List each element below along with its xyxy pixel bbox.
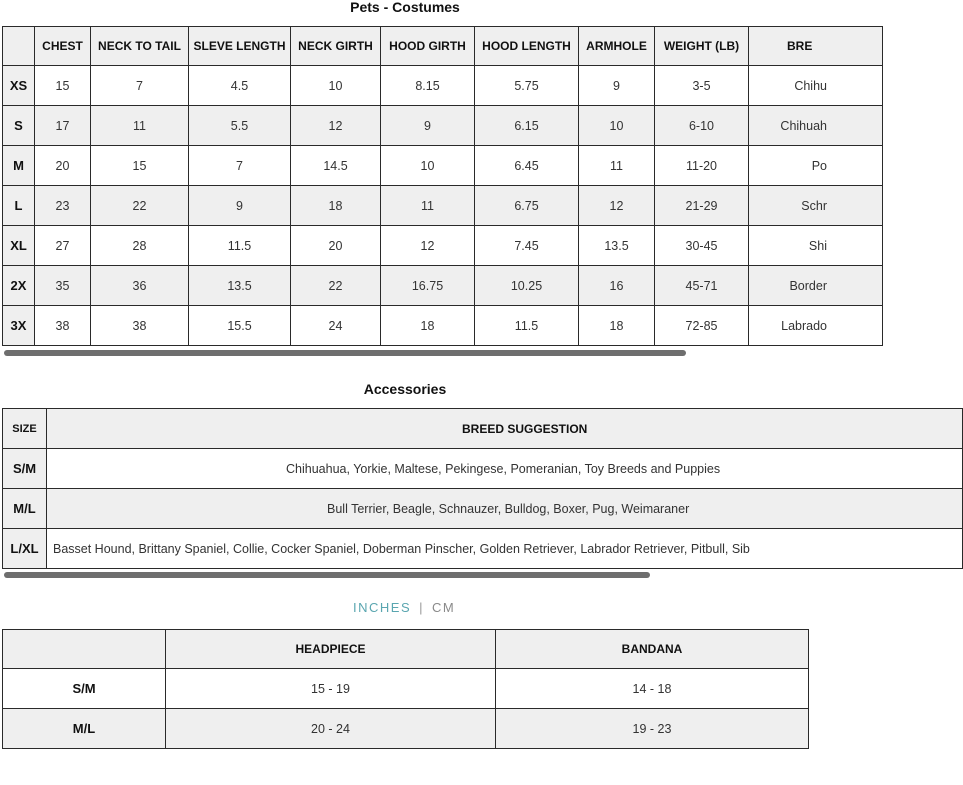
header-breed: BRE — [749, 27, 883, 66]
costumes-horizontal-scrollbar[interactable] — [4, 350, 686, 356]
weight-cell: 30-45 — [655, 226, 749, 266]
size-cell: S — [3, 106, 35, 146]
headpiece-cell: 15 - 19 — [166, 669, 496, 709]
breed-cell: Chihuahua, Yorkie, Maltese, Pekingese, Pomeranian, Toy Breeds and Puppies — [47, 449, 963, 489]
header-armhole: ARMHOLE — [579, 27, 655, 66]
hood-girth-cell: 8.15 — [381, 66, 475, 106]
costumes-header-row — [3, 27, 883, 66]
bandana-cell: 14 - 18 — [496, 669, 809, 709]
sleve-length-cell: 9 — [189, 186, 291, 226]
chest-cell: 17 — [35, 106, 91, 146]
armhole-cell: 13.5 — [579, 226, 655, 266]
header-size: SIZE — [3, 409, 47, 449]
header-size-blank — [3, 630, 166, 669]
size-cell: L/XL — [3, 529, 47, 569]
size-cell: L — [3, 186, 35, 226]
table-row — [3, 449, 963, 489]
header-chest: CHEST — [35, 27, 91, 66]
neck-to-tail-cell: 28 — [91, 226, 189, 266]
neck-girth-cell: 14.5 — [291, 146, 381, 186]
costumes-title: Pets - Costumes — [350, 0, 460, 15]
headwear-header-row — [3, 630, 809, 669]
unit-toggle — [353, 600, 455, 615]
hood-length-cell: 7.45 — [475, 226, 579, 266]
table-row — [3, 66, 883, 106]
accessories-table — [2, 408, 963, 569]
neck-to-tail-cell: 15 — [91, 146, 189, 186]
sleve-length-cell: 5.5 — [189, 106, 291, 146]
neck-to-tail-cell: 36 — [91, 266, 189, 306]
breed-cell: Labrado — [749, 306, 883, 346]
hood-girth-cell: 9 — [381, 106, 475, 146]
table-row — [3, 186, 883, 226]
inches-toggle[interactable]: INCHES — [353, 600, 412, 615]
hood-girth-cell: 10 — [381, 146, 475, 186]
header-headpiece: HEADPIECE — [166, 630, 496, 669]
weight-cell: 11-20 — [655, 146, 749, 186]
neck-to-tail-cell: 7 — [91, 66, 189, 106]
header-hood-girth: HOOD GIRTH — [381, 27, 475, 66]
table-row — [3, 146, 883, 186]
accessories-header-row — [3, 409, 963, 449]
chest-cell: 35 — [35, 266, 91, 306]
unit-separator: | — [419, 600, 425, 615]
table-row — [3, 529, 963, 569]
chest-cell: 38 — [35, 306, 91, 346]
neck-to-tail-cell: 38 — [91, 306, 189, 346]
size-cell: M — [3, 146, 35, 186]
armhole-cell: 18 — [579, 306, 655, 346]
accessories-table-viewport[interactable] — [2, 408, 808, 569]
size-cell: M/L — [3, 709, 166, 749]
armhole-cell: 12 — [579, 186, 655, 226]
costumes-table — [2, 26, 883, 346]
hood-girth-cell: 12 — [381, 226, 475, 266]
hood-length-cell: 11.5 — [475, 306, 579, 346]
headwear-table-viewport — [2, 629, 808, 750]
header-bandana: BANDANA — [496, 630, 809, 669]
size-cell: XL — [3, 226, 35, 266]
table-row — [3, 306, 883, 346]
cm-toggle[interactable]: CM — [432, 600, 456, 615]
neck-girth-cell: 10 — [291, 66, 381, 106]
hood-length-cell: 10.25 — [475, 266, 579, 306]
weight-cell: 3-5 — [655, 66, 749, 106]
neck-girth-cell: 12 — [291, 106, 381, 146]
weight-cell: 6-10 — [655, 106, 749, 146]
neck-girth-cell: 22 — [291, 266, 381, 306]
table-row — [3, 709, 809, 749]
armhole-cell: 10 — [579, 106, 655, 146]
bandana-cell: 19 - 23 — [496, 709, 809, 749]
hood-girth-cell: 18 — [381, 306, 475, 346]
chest-cell: 23 — [35, 186, 91, 226]
hood-length-cell: 5.75 — [475, 66, 579, 106]
breed-cell: Bull Terrier, Beagle, Schnauzer, Bulldog, Boxer, Pug, Weimaraner — [47, 489, 963, 529]
header-cell — [3, 27, 35, 66]
header-breed-suggestion: BREED SUGGESTION — [47, 409, 963, 449]
accessories-horizontal-scrollbar[interactable] — [4, 572, 650, 578]
chest-cell: 27 — [35, 226, 91, 266]
headwear-table — [2, 629, 809, 749]
chest-cell: 15 — [35, 66, 91, 106]
breed-cell: Basset Hound, Brittany Spaniel, Collie, Cocker Spaniel, Doberman Pinscher, Golden Retriever, Labrador Retriever, Pitbull, Sib — [47, 529, 963, 569]
table-row — [3, 226, 883, 266]
sleve-length-cell: 4.5 — [189, 66, 291, 106]
sleve-length-cell: 13.5 — [189, 266, 291, 306]
breed-cell: Shi — [749, 226, 883, 266]
hood-length-cell: 6.15 — [475, 106, 579, 146]
table-row — [3, 266, 883, 306]
hood-girth-cell: 16.75 — [381, 266, 475, 306]
header-sleve-length: SLEVE LENGTH — [189, 27, 291, 66]
breed-cell: Po — [749, 146, 883, 186]
breed-cell: Chihuah — [749, 106, 883, 146]
size-cell: 2X — [3, 266, 35, 306]
hood-length-cell: 6.45 — [475, 146, 579, 186]
neck-girth-cell: 18 — [291, 186, 381, 226]
sleve-length-cell: 7 — [189, 146, 291, 186]
accessories-title: Accessories — [363, 381, 447, 397]
size-cell: M/L — [3, 489, 47, 529]
table-row — [3, 669, 809, 709]
chest-cell: 20 — [35, 146, 91, 186]
neck-to-tail-cell: 11 — [91, 106, 189, 146]
header-hood-length: HOOD LENGTH — [475, 27, 579, 66]
table-row — [3, 489, 963, 529]
size-cell: 3X — [3, 306, 35, 346]
costumes-table-viewport[interactable] — [2, 26, 827, 348]
header-weight: WEIGHT (LB) — [655, 27, 749, 66]
size-cell: S/M — [3, 669, 166, 709]
headpiece-cell: 20 - 24 — [166, 709, 496, 749]
hood-length-cell: 6.75 — [475, 186, 579, 226]
breed-cell: Schr — [749, 186, 883, 226]
breed-cell: Chihu — [749, 66, 883, 106]
neck-girth-cell: 24 — [291, 306, 381, 346]
hood-girth-cell: 11 — [381, 186, 475, 226]
weight-cell: 21-29 — [655, 186, 749, 226]
armhole-cell: 11 — [579, 146, 655, 186]
neck-to-tail-cell: 22 — [91, 186, 189, 226]
weight-cell: 72-85 — [655, 306, 749, 346]
armhole-cell: 16 — [579, 266, 655, 306]
neck-girth-cell: 20 — [291, 226, 381, 266]
header-neck-girth: NECK GIRTH — [291, 27, 381, 66]
armhole-cell: 9 — [579, 66, 655, 106]
header-neck-to-tail: NECK TO TAIL — [91, 27, 189, 66]
sleve-length-cell: 11.5 — [189, 226, 291, 266]
breed-cell: Border — [749, 266, 883, 306]
size-cell: XS — [3, 66, 35, 106]
sleve-length-cell: 15.5 — [189, 306, 291, 346]
weight-cell: 45-71 — [655, 266, 749, 306]
table-row — [3, 106, 883, 146]
size-cell: S/M — [3, 449, 47, 489]
